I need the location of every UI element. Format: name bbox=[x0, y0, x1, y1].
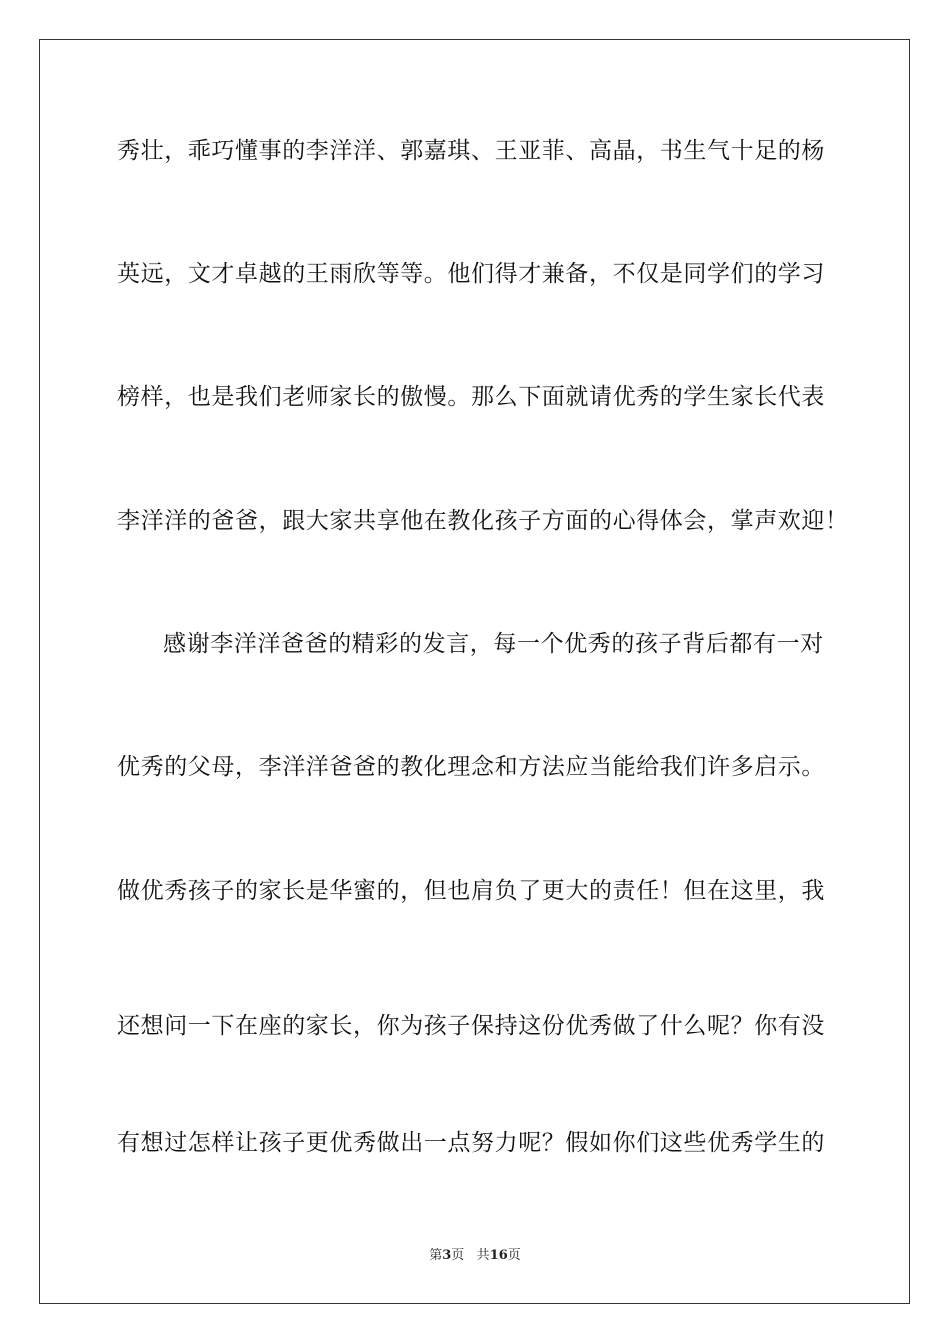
body-text-line-9: 有想过怎样让孩子更优秀做出一点努力呢？假如你们这些优秀学生的 bbox=[117, 1130, 825, 1156]
body-text-line-2: 英远，文才卓越的王雨欣等等。他们得才兼备，不仅是同学们的学习 bbox=[117, 261, 825, 287]
footer-page-prefix: 第 bbox=[429, 1248, 443, 1263]
footer-total-pages: 16 bbox=[489, 1248, 508, 1263]
body-text-line-4: 李洋洋的爸爸，跟大家共享他在教化孩子方面的心得体会，掌声欢迎！ bbox=[117, 508, 849, 534]
body-text-line-6: 优秀的父母，李洋洋爸爸的教化理念和方法应当能给我们许多启示。 bbox=[117, 754, 825, 780]
footer-total-suffix: 页 bbox=[507, 1248, 521, 1263]
footer-page-suffix: 页 bbox=[451, 1248, 465, 1263]
body-text-line-5-indented: 感谢李洋洋爸爸的精彩的发言，每一个优秀的孩子背后都有一对 bbox=[163, 631, 824, 657]
body-text-line-1: 秀壮，乖巧懂事的李洋洋、郭嘉琪、王亚菲、高晶，书生气十足的杨 bbox=[117, 138, 825, 164]
body-text-line-3: 榜样，也是我们老师家长的傲慢。那么下面就请优秀的学生家长代表 bbox=[117, 384, 825, 410]
body-text-line-7: 做优秀孩子的家长是华蜜的，但也肩负了更大的责任！但在这里，我 bbox=[117, 878, 825, 904]
page-footer bbox=[0, 1247, 950, 1265]
page-border bbox=[39, 39, 910, 1304]
footer-page-number: 3 bbox=[442, 1248, 452, 1263]
body-text-line-8: 还想问一下在座的家长，你为孩子保持这份优秀做了什么呢？你有没 bbox=[117, 1013, 825, 1039]
footer-total-prefix: 共 bbox=[476, 1248, 490, 1263]
